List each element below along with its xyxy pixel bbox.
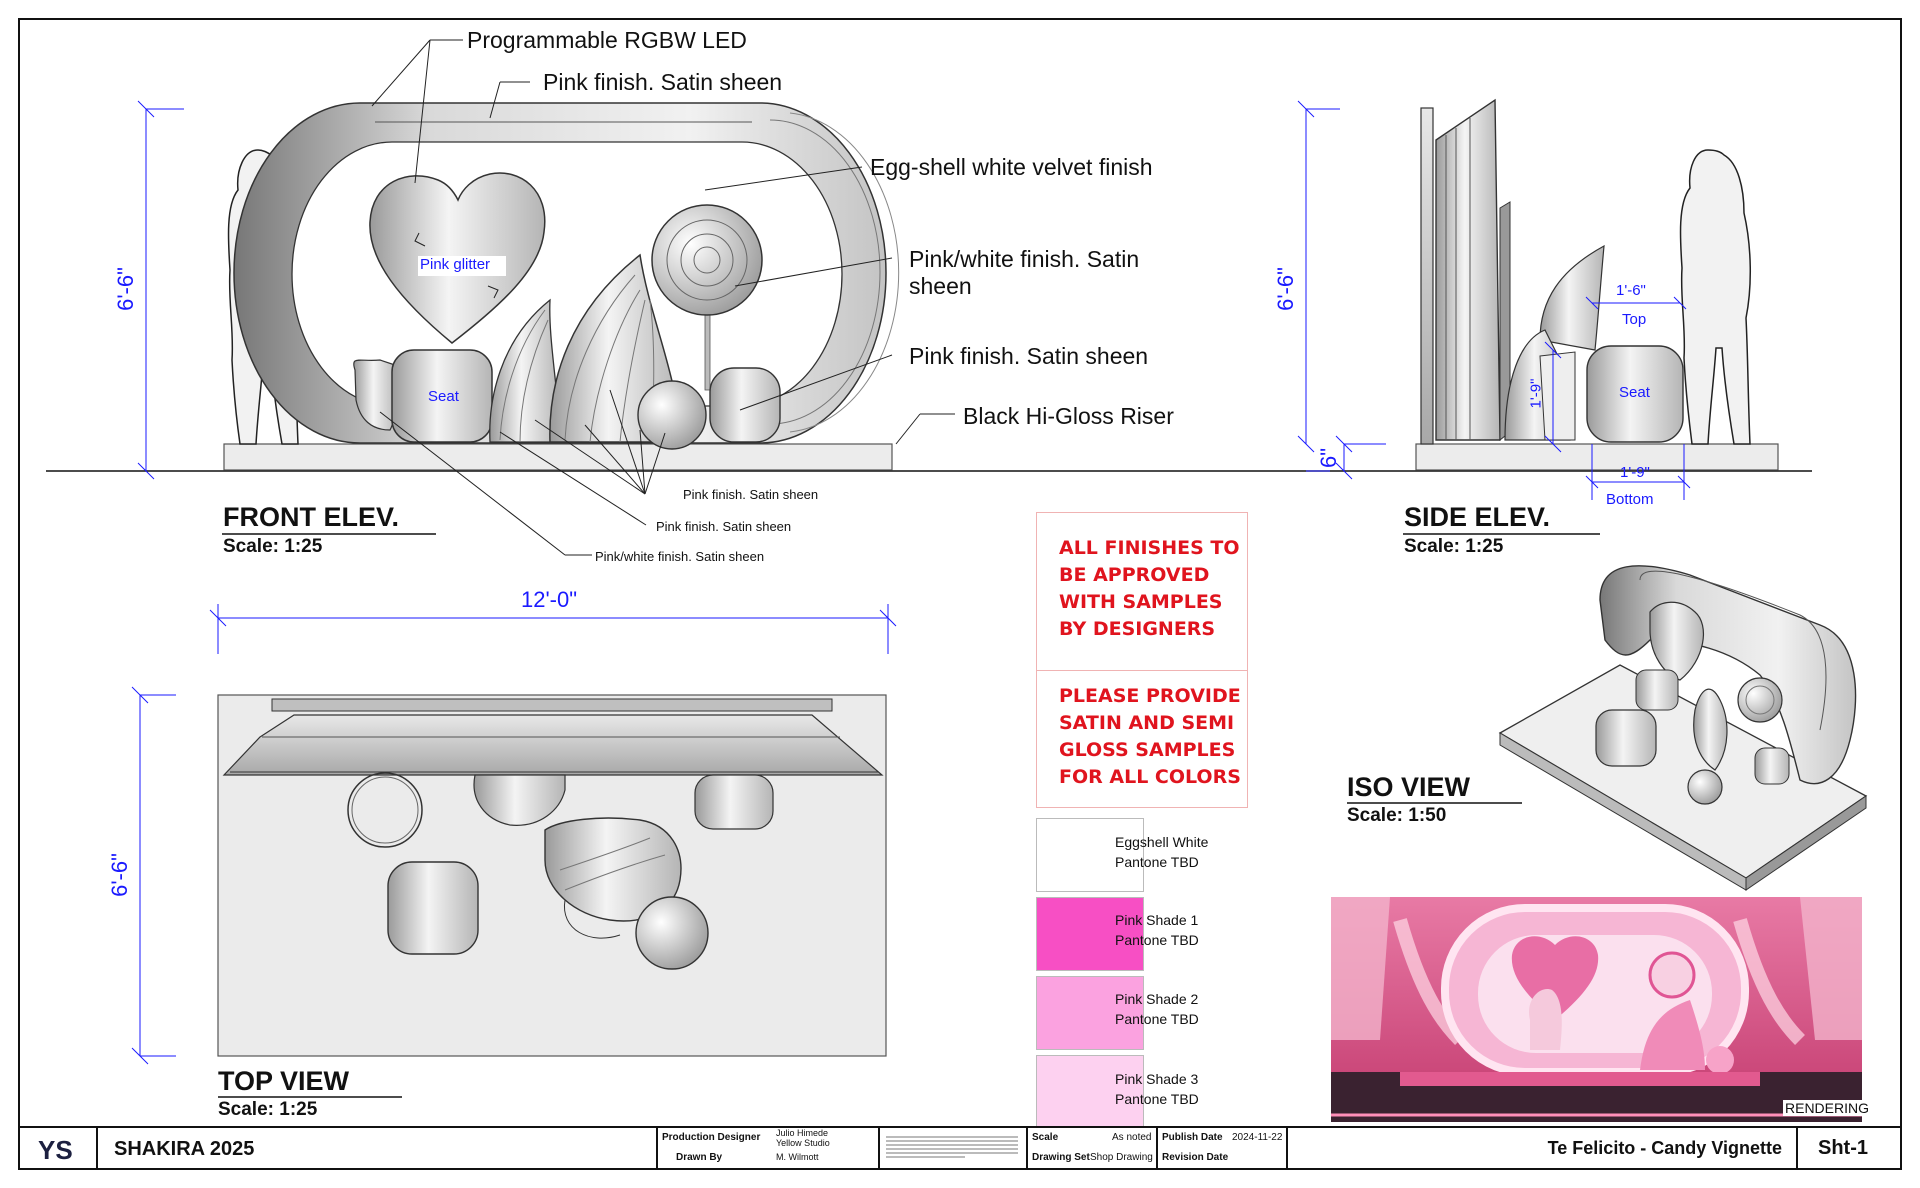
title-block	[18, 1126, 1902, 1170]
small-callout-2: Pink finish. Satin sheen	[656, 519, 792, 534]
callout-pink-finish-ring: Pink finish. Satin sheen	[543, 69, 783, 95]
glitter-label: Pink glitter	[420, 256, 491, 273]
scale-value: As noted	[1112, 1132, 1152, 1143]
front-elev-scale: Scale: 1:25	[223, 536, 323, 557]
swatch-label-pink-2: Pink Shade 2 Pantone TBD	[1115, 991, 1199, 1027]
side-elev-title: SIDE ELEV.	[1404, 502, 1551, 532]
top-depth-dim: 6'-6"	[107, 853, 132, 897]
swatch-label-pink-3: Pink Shade 3 Pantone TBD	[1115, 1071, 1199, 1107]
callout-pink-white-satin: Pink/white finish. Satin sheen	[909, 246, 1140, 299]
disclaimer-fine-print	[886, 1134, 1018, 1160]
drawing-set-label: Drawing Set	[1032, 1152, 1090, 1163]
scale-label: Scale	[1032, 1132, 1059, 1143]
tb-logo-cell	[20, 1128, 98, 1168]
tb-dates-cell	[1158, 1128, 1288, 1168]
front-elev-title: FRONT ELEV.	[223, 502, 400, 532]
tb-disclaimer-cell	[880, 1128, 1028, 1168]
revision-date-label: Revision Date	[1162, 1152, 1229, 1163]
top-width-dim: 12'-0"	[521, 587, 578, 612]
sheet-border	[18, 18, 1902, 1170]
drawing-set-value: Shop Drawing	[1090, 1152, 1153, 1163]
front-seat-label: Seat	[428, 388, 459, 405]
note-approval: ALL FINISHES TO BE APPROVED WITH SAMPLES BY DESIGNERS	[1059, 537, 1240, 640]
tb-project-cell	[98, 1128, 658, 1168]
sheet-number: Sht-1	[1818, 1137, 1868, 1159]
side-elev-scale: Scale: 1:25	[1404, 536, 1504, 557]
swatch-label-eggshell: Eggshell White Pantone TBD	[1115, 834, 1209, 870]
top-view-scale: Scale: 1:25	[218, 1099, 318, 1120]
small-callout-3: Pink/white finish. Satin sheen	[595, 549, 765, 564]
rendering-label: RENDERING	[1785, 1100, 1870, 1116]
top-view-title: TOP VIEW	[218, 1066, 350, 1096]
tb-drawing-title-cell	[1288, 1128, 1798, 1168]
drawn-by-name: M. Wilmott	[776, 1152, 819, 1162]
production-designer-name: Julio Himede	[776, 1128, 829, 1138]
tb-sheet-cell	[1798, 1128, 1900, 1168]
side-seat-label: Seat	[1619, 384, 1650, 401]
side-riser-dim: 6"	[1316, 447, 1341, 469]
publish-date-label: Publish Date	[1162, 1132, 1223, 1143]
side-seat-height-dim: 1'-9"	[1527, 378, 1545, 409]
swatch-label-pink-1: Pink Shade 1 Pantone TBD	[1115, 912, 1199, 948]
front-height-dim: 6'-6"	[113, 267, 138, 311]
small-callout-1: Pink finish. Satin sheen	[683, 487, 819, 502]
publish-date: 2024-11-22	[1232, 1132, 1283, 1143]
iso-view-title: ISO VIEW	[1347, 772, 1471, 802]
studio-name: Yellow Studio	[776, 1138, 830, 1148]
side-height-dim: 6'-6"	[1273, 267, 1298, 311]
callout-rgbw-led: Programmable RGBW LED	[467, 27, 747, 53]
note-samples: PLEASE PROVIDE SATIN AND SEMI GLOSS SAMPLES FOR ALL COLORS	[1059, 685, 1241, 788]
drawing-title: Te Felicito - Candy Vignette	[1547, 1138, 1782, 1158]
tb-credits-cell	[658, 1128, 880, 1168]
drawn-by-label: Drawn By	[676, 1152, 723, 1163]
production-designer-label: Production Designer	[662, 1132, 761, 1143]
side-bottom-dim: 1'-9"	[1620, 464, 1650, 481]
callout-black-riser: Black Hi-Gloss Riser	[963, 403, 1174, 429]
side-bottom-label: Bottom	[1606, 491, 1654, 508]
callout-pink-finish-cube: Pink finish. Satin sheen	[909, 343, 1149, 369]
tb-scale-cell	[1028, 1128, 1158, 1168]
side-top-label: Top	[1622, 311, 1647, 328]
side-top-dim: 1'-6"	[1616, 282, 1646, 299]
iso-view-scale: Scale: 1:50	[1347, 805, 1447, 826]
callout-eggshell-velvet: Egg-shell white velvet finish	[870, 154, 1153, 180]
project-name: SHAKIRA 2025	[114, 1138, 255, 1160]
studio-logo: YS	[38, 1135, 73, 1165]
